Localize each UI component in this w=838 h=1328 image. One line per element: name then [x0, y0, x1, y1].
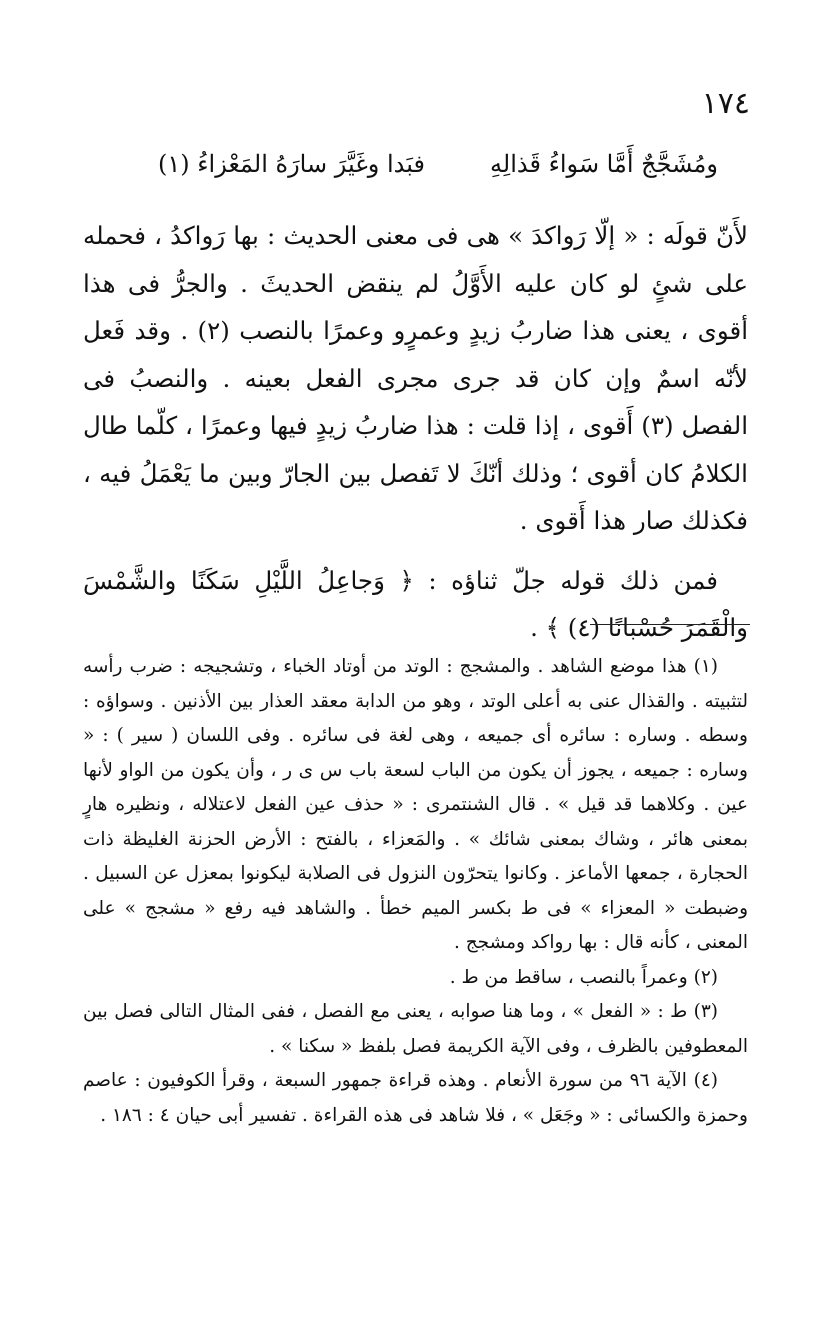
- page-number: ١٧٤: [701, 86, 750, 121]
- main-paragraph-1: لأَنّ قولَه : « إلّا رَواكدَ » هى فى معنى الحديث : بها رَواكدُ ، فحمله على شئٍ لو كان عليه الأَوَّلُ لم ينقض الحديثَ . والجرُّ فى هذا أقوى ، يعنى هذا ضاربُ زيدٍ وعمرٍو وعمرًا بالنصب (٢) . وقد فَعل لأنّه اسمٌ وإن كان قد جرى مجرى الفعل بعينه . والنصبُ فى الفصل (٣) أَقوى ، إذا قلت : هذا ضاربُ زيدٍ فيها وعمرًا ، كلّما طال الكلامُ كان أقوى ؛ وذلك أنّكَ لا تَفصل بين الجارّ وبين ما يَعْمَلُ فيه ، فكذلك صار هذا أَقوى .: [83, 221, 749, 535]
- footnote-1: (١) هذا موضع الشاهد . والمشجج : الوتد من أوتاد الخباء ، وتشجيجه : ضرب رأسه لتثبيته . والقذال عنى به أعلى الوتد ، وهو من الدابة معقد العذار بين الأذنين . وسواؤه : وسطه . وساره : سائره أى جميعه ، وهى لغة فى سائره . وفى اللسان ( سير ) : « وساره : جميعه ، يجوز أن يكون من الباب لسعة باب س ى ر ، وأن يكون من الواو لأنها عين . وكلاهما قد قيل » . قال الشنتمرى : « حذف عين الفعل لاعتلاله ، ونظيره هارٍ بمعنى هائر ، وشاك بمعنى شائك » . والمَعزاء ، بالفتح : الأرض الحزنة الغليظة ذات الحجارة ، جمعها الأماعز . وكانوا يتحرّون النزول فى الصلابة ليكونوا بمعزل عن السبيل . وضبطت « المعزاء » فى ط بكسر الميم خطأ . والشاهد فيه رفع « مشجج » على المعنى ، كأنه قال : بها رواكد ومشجج .: [83, 656, 748, 953]
- footnote-3: (٣) ط : « الفعل » ، وما هنا صوابه ، يعنى مع الفصل ، ففى المثال التالى فصل بين المعطوفين بالظرف ، وفى الآية الكريمة فصل بلفظ « سكنا » .: [83, 1001, 748, 1057]
- verse-first-hemistich: ومُشَجَّجٌ أَمَّا سَواءُ قَذالِهِ: [490, 150, 718, 178]
- verse-second-hemistich: فبَدا وغَيَّرَ سارَهُ المَعْزاءُ (١): [158, 150, 425, 178]
- footnotes: [83, 650, 748, 1133]
- footnote-4: (٤) الآية ٩٦ من سورة الأنعام . وهذه قراءة جمهور السبعة ، وقرأ الكوفيون : عاصم وحمزة والكسائى : « وجَعَل » ، فلا شاهد فى هذه القراءة . تفسير أبى حيان ٤ : ١٨٦ .: [83, 1070, 748, 1126]
- poetry-verse: [158, 150, 718, 178]
- footnote-2: (٢) وعمراً بالنصب ، ساقط من ط .: [449, 966, 718, 988]
- footnote-separator-rule: [590, 624, 750, 625]
- main-paragraph-2: فمن ذلك قوله جلّ ثناؤه : ﴿ وَجاعِلُ اللَّيْلِ سَكَنًا والشَّمْسَ والْقَمَرَ حُسْبانًا (٤) ﴾ .: [83, 565, 748, 642]
- main-text: [83, 212, 748, 652]
